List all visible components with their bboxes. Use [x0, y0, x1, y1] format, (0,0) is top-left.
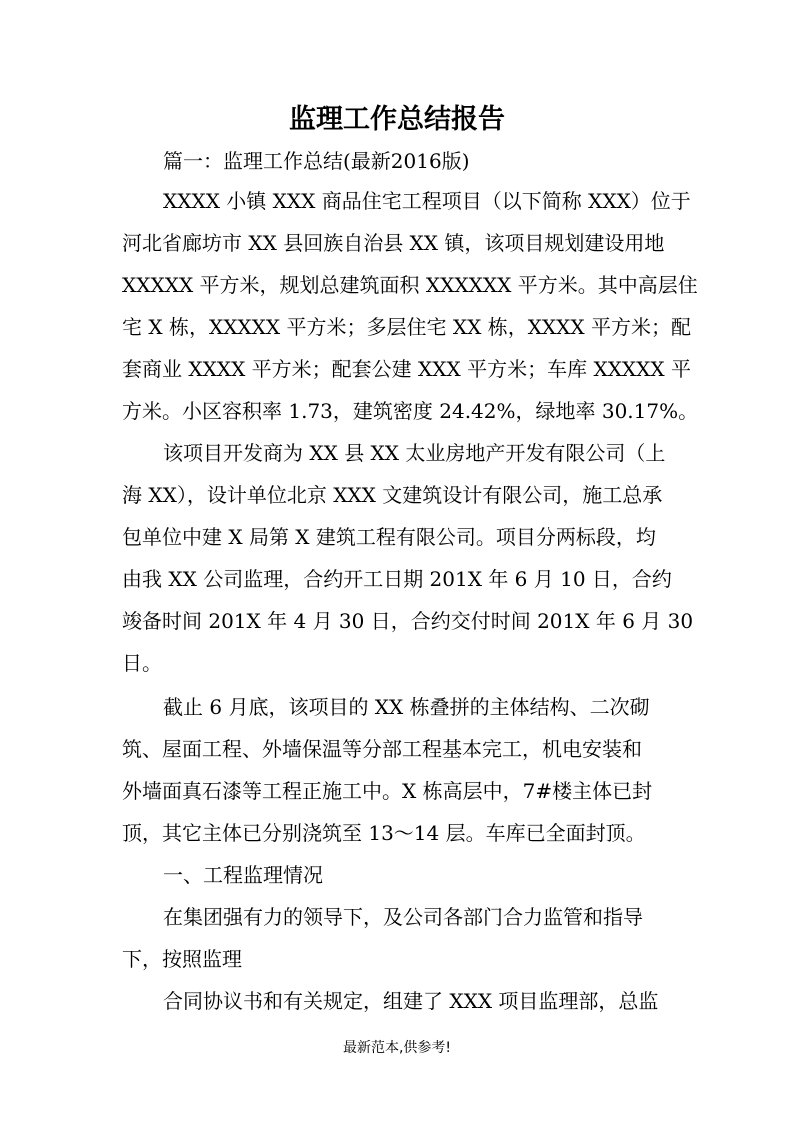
- paragraph-line: 在集团强有力的领导下，及公司各部门合力监管和指导: [163, 905, 643, 929]
- paragraph-line: 套商业 XXXX 平方米；配套公建 XXX 平方米；车库 XXXXX 平: [122, 357, 692, 381]
- paragraph-line: 合同协议书和有关规定，组建了 XXX 项目监理部，总监: [163, 989, 659, 1013]
- paragraph-line: 顶，其它主体已分别浇筑至 13～14 层。车库已全面封顶。: [122, 821, 646, 845]
- paragraph-line: 宅 X 栋，XXXXX 平方米；多层住宅 XX 栋，XXXX 平方米；配: [122, 315, 692, 339]
- document-title: 监理工作总结报告: [289, 104, 505, 135]
- paragraph-line: XXXX 小镇 XXX 商品住宅工程项目（以下简称 XXX）位于: [163, 189, 691, 213]
- section-heading-2: 一、工程监理情况: [163, 863, 323, 887]
- paragraph-line: 竣备时间 201X 年 4 月 30 日，合约交付时间 201X 年 6 月 30: [122, 609, 694, 633]
- paragraph-line: XXXXX 平方米，规划总建筑面积 XXXXXX 平方米。其中高层住: [122, 273, 698, 297]
- paragraph-line: 筑、屋面工程、外墙保温等分部工程基本完工，机电安装和: [122, 737, 642, 761]
- section-heading-1: 篇一：监理工作总结(最新2016版): [163, 149, 470, 173]
- paragraph-line: 外墙面真石漆等工程正施工中。X 栋高层中，7#楼主体已封: [122, 779, 653, 803]
- page-footer: 最新范本,供参考!: [342, 1040, 452, 1056]
- paragraph-line: 该项目开发商为 XX 县 XX 太业房地产开发有限公司（上: [163, 441, 666, 465]
- paragraph-line: 截止 6 月底，该项目的 XX 栋叠拼的主体结构、二次砌: [163, 695, 650, 719]
- paragraph-line: 河北省廊坊市 XX 县回族自治县 XX 镇，该项目规划建设用地: [122, 231, 665, 255]
- paragraph-line: 方米。小区容积率 1.73，建筑密度 24.42%，绿地率 30.17%。: [122, 399, 699, 423]
- paragraph-line: 由我 XX 公司监理，合约开工日期 201X 年 6 月 10 日，合约: [122, 567, 672, 591]
- paragraph-line: 日。: [122, 651, 162, 675]
- paragraph-line: 包单位中建 X 局第 X 建筑工程有限公司。项目分两标段，均: [122, 525, 656, 549]
- paragraph-line: 海 XX），设计单位北京 XXX 文建筑设计有限公司，施工总承: [122, 483, 663, 507]
- paragraph-line: 下，按照监理: [122, 947, 242, 971]
